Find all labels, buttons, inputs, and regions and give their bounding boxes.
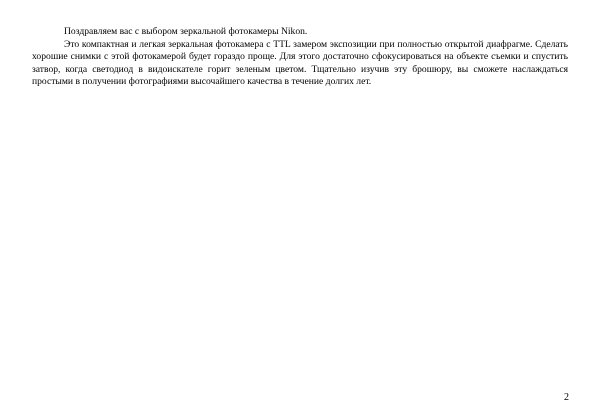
greeting-paragraph: Поздравляем вас с выбором зеркальной фотокамеры Nikon. — [64, 26, 308, 37]
page-number: 2 — [564, 392, 569, 403]
body-text — [32, 26, 568, 89]
intro-paragraph: Это компактная и легкая зеркальная фотокамера с TTL замером экспозиции при полностью открытой диафрагме. Сделать хорошие снимки с этой фотокамерой будет гораздо проще. Для этого достаточно сфокусироваться на объекте съемки и спустить затвор, когда светодиод в видоискателе горит зеленым цветом. Тщательно изучив эту брошюру, вы сможете наслаждаться простыми в получении фотографиями высочайшего качества в течение долгих лет. — [32, 38, 568, 88]
